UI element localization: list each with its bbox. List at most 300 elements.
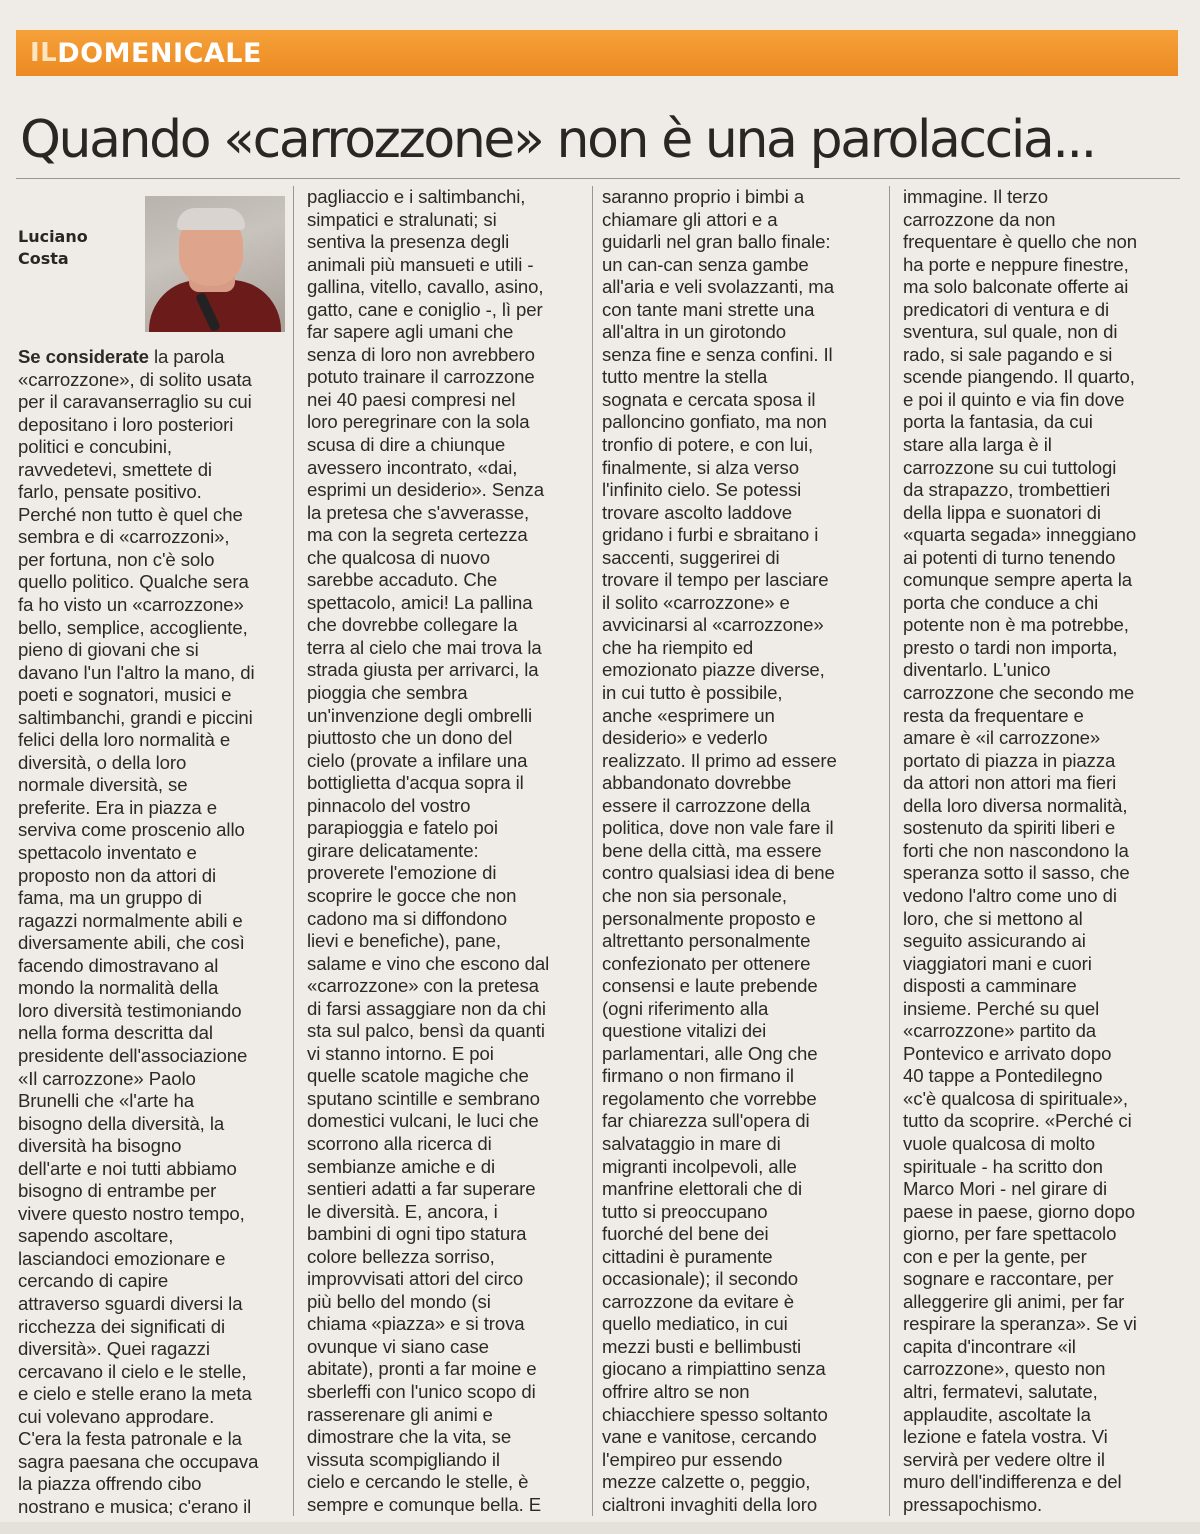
article-line [602,344,884,367]
article-line-text: facendo dimostravano al [18,954,219,976]
article-line-text: le diversità. E, ancora, i [307,1200,498,1222]
article-line-text: politica, dove non vale fare il [602,817,834,839]
article-line-text: un can-can senza gambe [602,253,809,275]
article-column-1 [18,346,290,1518]
article-line-text: Perché non tutto è quel che [18,503,243,525]
article-line-text: palloncino gonfiato, ma non [602,411,827,433]
article-line [602,975,884,998]
article-line-text: della loro diversa normalità, [903,794,1128,816]
article-line [18,1180,290,1203]
article-line [18,1451,290,1474]
section-name: DOMENICALE [57,37,262,69]
article-line [903,457,1185,480]
article-line-text: cadono ma si diffondono [307,907,507,929]
article-line [18,436,290,459]
article-line [903,1201,1185,1224]
article-line [903,908,1185,931]
article-line-text: ma solo balconate offerte ai [903,276,1129,298]
article-line-text: trovare il tempo per lasciare [602,569,829,591]
article-line-text: chiamare gli attori e a [602,208,778,230]
article-line-text: piuttosto che un dono del [307,727,513,749]
article-line [903,1088,1185,1111]
article-line [602,1178,884,1201]
article-line [18,842,290,865]
article-line [18,639,290,662]
article-line-text: attraverso sguardi diversi la [18,1292,243,1314]
article-line-text: confezionato per ottenere [602,952,811,974]
article-line [903,1358,1185,1381]
article-line-text: animali più mansueti e utili - [307,253,534,275]
article-line-text: spettacolo, amici! La pallina [307,591,533,613]
article-line-text: ma con la segreta certezza [307,524,528,546]
article-line-text: loro, che si mettono al [903,907,1083,929]
headline-divider [16,178,1180,179]
article-line-text: ricchezza dei significati di [18,1315,225,1337]
article-line [903,727,1185,750]
article-line-text: da attori non attori ma fieri [903,772,1117,794]
article-line [307,953,589,976]
article-line-text: respirare la speranza». Se vi [903,1313,1137,1335]
article-line-text: sagra paesana che occupava [18,1450,259,1472]
article-line [903,276,1185,299]
article-line-text: sognare e raccontare, per [903,1268,1114,1290]
article-line [903,637,1185,660]
article-line [307,817,589,840]
article-line [307,344,589,367]
article-line [903,1313,1185,1336]
article-line [602,524,884,547]
article-line [903,389,1185,412]
article-line [903,795,1185,818]
article-line [903,885,1185,908]
article-line-text: seguito assicurando ai [903,930,1086,952]
article-line [602,795,884,818]
article-line-text: saccenti, suggerirei di [602,546,780,568]
article-line [307,1110,589,1133]
article-line-text: parapioggia e fatelo poi [307,817,498,839]
article-line [602,1449,884,1472]
article-line-text: giocano a rimpiattino senza [602,1358,826,1380]
article-line [307,908,589,931]
article-line [18,369,290,392]
article-line-text: più bello del mondo (si [307,1290,491,1312]
article-line [18,1383,290,1406]
article-line [307,930,589,953]
article-line-text: predicatori di ventura e di [903,298,1110,320]
article-line-text: muro dell'indifferenza e del [903,1471,1122,1493]
article-line-text: realizzato. Il primo ad essere [602,749,837,771]
article-line-text: ragazzi normalmente abili e [18,909,243,931]
article-line [602,1133,884,1156]
article-line [18,977,290,1000]
article-line [602,998,884,1021]
article-line-text: fa ho visto un «carrozzone» [18,594,244,616]
article-line [307,1065,589,1088]
article-line-text: fama, ma un gruppo di [18,887,202,909]
article-line-text: di farsi assaggiare non da chi [307,997,546,1019]
article-line-text: «carrozzone», di solito usata [18,368,252,390]
article-line-text: diventarlo. L'unico [903,659,1051,681]
article-line [18,752,290,775]
article-line [903,614,1185,637]
article-line [307,231,589,254]
article-line-text: sempre e comunque bella. E [307,1493,542,1515]
article-line-text: salame e vino che escono dal [307,952,550,974]
article-line-text: lezione e fatela vostra. Vi [903,1426,1108,1448]
article-line [18,1293,290,1316]
article-line-text: essere il carrozzone della [602,794,811,816]
article-line-text: offrire altro se non [602,1380,750,1402]
article-line [602,817,884,840]
article-line-text: girare delicatamente: [307,839,479,861]
article-line [602,862,884,885]
article-line-text: quello mediatico, in cui [602,1313,788,1335]
article-line-text: altri, fermatevi, salutate, [903,1380,1098,1402]
article-line [602,614,884,637]
article-line-text: giorno, per fare spettacolo [903,1223,1117,1245]
author-last-name: Costa [18,249,69,268]
article-line [307,479,589,502]
article-line-text: portato di piazza in piazza [903,749,1116,771]
article-line-text: sputano scintille e sembrano [307,1087,540,1109]
article-line-text: sembianze amiche e di [307,1155,496,1177]
article-line [903,592,1185,615]
article-line [602,276,884,299]
article-line [602,953,884,976]
article-line [602,1110,884,1133]
article-line [18,1361,290,1384]
article-line-text: cercavano il cielo e le stelle, [18,1360,247,1382]
article-line-text: farlo, pensate positivo. [18,481,202,503]
article-line-text: proposto non da attori di [18,864,217,886]
lead-in: Se considerate [18,346,149,367]
article-line [307,1246,589,1269]
article-line-text: desiderio» e vederlo [602,727,768,749]
article-line-text: finalmente, si alza verso [602,456,799,478]
article-line-text: che qualcosa di nuovo [307,546,490,568]
article-line [602,389,884,412]
article-line-text: mezze calzette o, peggio, [602,1471,811,1493]
article-line-text: vivere questo nostro tempo, [18,1202,245,1224]
article-line-text: la parola [148,346,225,367]
article-line [602,1471,884,1494]
article-line-text: con tante mani strette una [602,298,815,320]
article-line-text: il solito «carrozzone» e [602,591,790,613]
article-line-text: vi stanno intorno. E poi [307,1042,494,1064]
article-line-text: ravvedetevi, smettete di [18,458,212,480]
article-line-text: pressapochismo. [903,1493,1043,1515]
article-line [18,707,290,730]
article-line [903,953,1185,976]
article-line [307,1291,589,1314]
article-line-text: quelle scatole magiche che [307,1065,529,1087]
article-line-text: poeti e sognatori, musici e [18,684,232,706]
article-line [18,1000,290,1023]
article-line [18,1225,290,1248]
article-line-text: applaudite, ascoltate la [903,1403,1091,1425]
article-line [602,908,884,931]
article-line [307,772,589,795]
article-line-text: 40 tappe a Pontedilegno [903,1065,1103,1087]
article-line-text: cielo (provate a infilare una [307,749,528,771]
article-line-text: carrozzone su cui tuttologi [903,456,1117,478]
article-line [307,682,589,705]
article-line [307,276,589,299]
article-line-text: capita d'incontrare «il [903,1335,1076,1357]
article-line [903,366,1185,389]
article-line-text: vissuta scompigliando il [307,1448,500,1470]
article-line-text: felici della loro normalità e [18,729,231,751]
article-line-text: spettacolo inventato e [18,842,197,864]
article-line [602,1156,884,1179]
article-line-text: sognata e cercata sposa il [602,388,816,410]
article-line [602,231,884,254]
article-line [602,637,884,660]
article-line [903,1065,1185,1088]
article-line-text: regolamento che vorrebbe [602,1087,817,1109]
column-divider [592,186,593,1516]
article-line-text: loro peregrinare con la sola [307,411,530,433]
article-line-text: proverete l'emozione di [307,862,497,884]
article-line [903,479,1185,502]
article-line-text: terra al cielo che mai trova la [307,636,542,658]
article-line [602,186,884,209]
article-line [307,1494,589,1517]
article-line-text: trovare ascolto laddove [602,501,792,523]
article-line [18,571,290,594]
article-line [307,885,589,908]
article-line-text: personalmente proposto e [602,907,816,929]
article-line [18,459,290,482]
article-line [602,1358,884,1381]
article-line-text: far sapere agli umani che [307,321,514,343]
article-line [903,817,1185,840]
article-line [903,1110,1185,1133]
article-line-text: anche «esprimere un [602,704,775,726]
article-line-text: domestici vulcani, le luci che [307,1110,539,1132]
article-line [307,998,589,1021]
article-line-text: diversamente abili, che così [18,932,245,954]
article-line-text: rado, si sale pagando e si [903,343,1113,365]
article-line-text: diversità ha bisogno [18,1135,182,1157]
article-line-text: stare alla larga è il [903,434,1052,456]
article-line-text: porta la fantasia, da cui [903,411,1093,433]
article-line [602,1426,884,1449]
article-line-text: che ha riempito ed [602,636,754,658]
article-line-text: tronfio di potere, e con lui, [602,434,814,456]
article-line [602,840,884,863]
article-line-text: lasciandoci emozionare e [18,1247,226,1269]
article-line [307,254,589,277]
article-line-text: con e per la gente, per [903,1245,1087,1267]
article-line-text: occasionale); il secondo [602,1268,799,1290]
article-line-text: per il caravanserraglio su cui [18,391,252,413]
article-line-text: bisogno della diversità, la [18,1112,225,1134]
article-line-text: chiama «piazza» e si trova [307,1313,525,1335]
article-line [602,1404,884,1427]
article-line [602,750,884,773]
article-line-text: tutto mentre la stella [602,366,768,388]
article-line [18,1068,290,1091]
article-line [18,1316,290,1339]
article-line [602,592,884,615]
article-line [602,1246,884,1269]
article-line [602,1065,884,1088]
article-column-3 [602,186,884,1516]
article-line-text: resta da frequentare e [903,704,1084,726]
article-line [307,299,589,322]
article-line [903,998,1185,1021]
article-line [307,1043,589,1066]
article-line [18,414,290,437]
article-line [18,1203,290,1226]
article-line [602,705,884,728]
article-line [602,682,884,705]
article-line [903,502,1185,525]
article-line-text: cui volevano approdare. [18,1405,215,1427]
article-line [307,411,589,434]
article-line-text: sostenuto da spiriti liberi e [903,817,1116,839]
article-line [18,1045,290,1068]
article-line-text: Marco Mori - nel girare di [903,1178,1108,1200]
article-line-text: nostrano e musica; c'erano il [18,1495,252,1517]
article-line-text: Brunelli che «l'arte ha [18,1090,194,1112]
article-line [307,795,589,818]
article-line-text: politici e concubini, [18,436,172,458]
article-line-text: abitate), pronti a far moine e [307,1358,537,1380]
article-line-text: sapendo ascoltare, [18,1225,174,1247]
article-line-text: «c'è qualcosa di spirituale», [903,1087,1128,1109]
article-line [602,547,884,570]
article-line-text: in cui tutto è possibile, [602,682,783,704]
article-line-text: carrozzone che secondo me [903,682,1135,704]
article-line-text: potente non è ma potrebbe, [903,614,1129,636]
article-line-text: scoprire le gocce che non [307,884,517,906]
article-line-text: consensi e laute prebende [602,975,818,997]
article-line-text: disposti a camminare [903,975,1077,997]
article-line [18,910,290,933]
article-line-text: emozionato piazze diverse, [602,659,825,681]
article-line-text: bello, semplice, accogliente, [18,616,248,638]
article-line-text: simpatici e stralunati; si [307,208,497,230]
article-line [602,1381,884,1404]
article-line-text: che dovrebbe collegare la [307,614,518,636]
article-line-text: ovunque vi siano case [307,1335,489,1357]
article-line-text: rasserenare gli animi e [307,1403,493,1425]
article-line-text: scende piangendo. Il quarto, [903,366,1135,388]
article-line-text: un'invenzione degli ombrelli [307,704,533,726]
article-line [903,1336,1185,1359]
article-line-text: chiacchiere spesso soltanto [602,1403,828,1425]
article-line-text: porta che conduce a chi [903,591,1099,613]
article-line [18,1090,290,1113]
article-line [18,391,290,414]
article-line [18,1158,290,1181]
article-line [18,1135,290,1158]
article-line-text: carrozzone da non [903,208,1056,230]
article-line-text: servirà per vedere oltre il [903,1448,1105,1470]
article-line-text: bambini di ogni tipo statura [307,1223,527,1245]
article-line [903,524,1185,547]
article-line [307,321,589,344]
article-line [903,547,1185,570]
article-line-text: improvvisati attori del circo [307,1268,524,1290]
article-line-text: che non sia personale, [602,884,787,906]
article-line [602,321,884,344]
article-line-text: ai potenti di turno tenendo [903,546,1116,568]
article-line [18,504,290,527]
article-line [307,1178,589,1201]
article-line-text: firmano o non firmano il [602,1065,794,1087]
article-line [602,254,884,277]
article-line-text: potuto trainare il carrozzone [307,366,535,388]
author-portrait-photo [145,196,285,332]
article-line [307,862,589,885]
article-line [903,209,1185,232]
article-line [307,1381,589,1404]
article-line-text: scusa di dire a chiunque [307,434,506,456]
article-line [307,186,589,209]
article-line-text: la pretesa che s'avverasse, [307,501,530,523]
article-line [903,1471,1185,1494]
article-line [903,1381,1185,1404]
article-line [903,1246,1185,1269]
article-line [602,479,884,502]
article-line [602,1313,884,1336]
article-line-text: senza di loro non avrebbero [307,343,535,365]
article-line-text: far chiarezza sull'opera di [602,1110,810,1132]
article-line [602,209,884,232]
article-line [18,1473,290,1496]
article-line-text: loro diversità testimoniando [18,999,242,1021]
article-line-text: esprimi un desiderio». Senza [307,479,544,501]
article-line-text: carrozzone da evitare è [602,1290,795,1312]
article-line [602,1336,884,1359]
article-line-text: per fortuna, non c'è solo [18,548,215,570]
article-line-text: vedono l'altro come uno di [903,884,1117,906]
article-line-text: nella forma descritta dal [18,1022,213,1044]
article-line [307,366,589,389]
article-line [602,569,884,592]
article-line-text: avvicinarsi al «carrozzone» [602,614,824,636]
article-line-text: bottiglietta d'acqua sopra il [307,772,524,794]
article-line-text: sventura, sul quale, non di [903,321,1118,343]
article-line-text: sentieri adatti a far superare [307,1178,536,1200]
article-line [903,1426,1185,1449]
page-bottom-edge [0,1522,1200,1534]
article-line-text: sarebbe accaduto. Che [307,569,498,591]
article-line [903,1404,1185,1427]
article-line-text: pieno di giovani che si [18,639,199,661]
article-line [307,1088,589,1111]
article-line [602,434,884,457]
article-line-text: bisogno di entrambe per [18,1180,217,1202]
article-line [903,1449,1185,1472]
article-line-text: senza fine e senza confini. Il [602,343,833,365]
article-line-text: preferite. Era in piazza e [18,796,217,818]
article-line-text: abbandonato dovrebbe [602,772,792,794]
article-line [602,502,884,525]
article-line [307,637,589,660]
article-line-text: vuole qualcosa di molto [903,1132,1096,1154]
article-line [307,1020,589,1043]
article-line-text: mondo la normalità della [18,977,219,999]
article-line-text: spirituale - ha scritto don [903,1155,1103,1177]
section-prefix: IL [30,38,58,68]
article-line-text: questione vitalizi dei [602,1020,767,1042]
article-line [307,1471,589,1494]
article-line [903,682,1185,705]
